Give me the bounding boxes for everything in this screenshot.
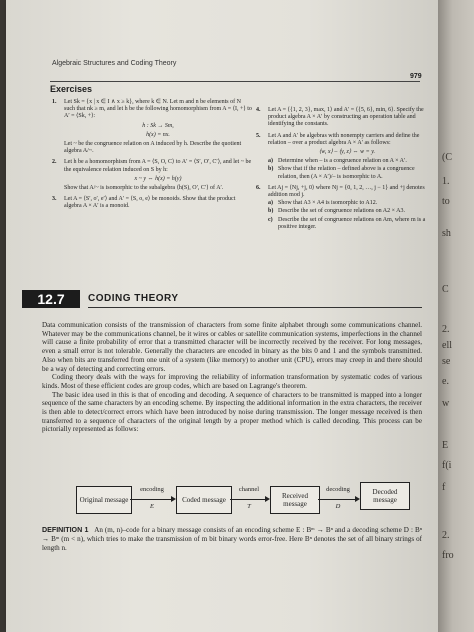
exercise-6a: a) Show that A3 × A4 is isomorphic to A12.	[268, 200, 378, 207]
running-head: Algebraic Structures and Coding Theory	[52, 60, 177, 67]
fragment: ell	[442, 340, 452, 351]
exercise-2: 2. Let h be a homomorphism from A = ⟨S, O, C⟩ to A′ = ⟨S′, O′, C′⟩, and let ~ be the equivalence relation induced on S by h: x ~ y ⇔ h(x) = h(y) Show that A/~ is isomorphic to the subalgebra ⟨h(S), O′, C′⟩ of A′.	[52, 159, 252, 192]
exercise-5: 5. Let A and A′ be algebras with nonempty carriers and define the relation – over a product algebra A × A′ as follows: ⟨w, x⟩ – ⟨y, z⟩ ⇔ w = y. a) Determine when – is a congruence relation on A × A′. b) Show that if the relation – defined above is a congruence relation, then (A × A′)/– is isomorphic to A.	[256, 133, 426, 181]
fragment: sh	[442, 228, 451, 239]
encoding-symbol: E	[150, 503, 154, 510]
section-title: CODING THEORY	[88, 293, 179, 304]
coding-process-diagram	[76, 482, 416, 518]
header-rule	[50, 81, 420, 82]
fragment: e.	[442, 376, 449, 387]
paragraph: Coding theory deals with the ways for improving the reliability of information transformation by systematic codes of various kinds. Most of these efficient codes are group codes, which are based on Lagrange's theorem.	[42, 373, 422, 390]
fragment: (C	[442, 152, 452, 163]
definition-text: An (m, n)–code for a binary message consists of an encoding scheme E : Bᵐ → Bⁿ and a decoding scheme D : Bⁿ → Bᵐ (m < n), which tries to make the transmission of m bit binary words error-free. Here Bⁿ denotes the set of all binary strings of length n.	[42, 526, 422, 552]
encoding-label: encoding	[140, 486, 164, 493]
section-number: 12.7	[22, 290, 80, 308]
body-text	[42, 321, 422, 434]
decoding-label: decoding	[326, 486, 350, 493]
definition-heading: DEFINITION 1	[42, 526, 89, 534]
definition-1	[42, 526, 422, 553]
exercise-6b: b) Describe the set of congruence relations on A2 × A3.	[268, 208, 406, 215]
arrow-line	[318, 499, 358, 500]
coded-message-box: Coded message	[176, 486, 232, 514]
exercises-left-column	[52, 99, 252, 215]
exercises-right-column	[256, 107, 426, 235]
adjacent-page-edge	[438, 0, 474, 632]
exercise-5a: a) Determine when – is a congruence relation on A × A′.	[268, 158, 407, 165]
fragment: 2.	[442, 324, 450, 335]
section-rule	[88, 307, 422, 308]
original-message-box: Original message	[76, 486, 132, 514]
fragment: E	[442, 440, 449, 451]
decoded-message-box: Decoded message	[360, 482, 410, 510]
channel-symbol: T	[247, 503, 251, 510]
section-heading	[22, 290, 422, 308]
equation: h(x) = nx.	[146, 131, 170, 138]
exercise-3: 3. Let A = ⟨S′, o′, e′⟩ and A′ = ⟨S, o, e⟩ be monoids. Show that the product algebra A × A′ is a monoid.	[52, 196, 236, 210]
channel-label: channel	[238, 486, 260, 493]
fragment: 2.	[442, 530, 450, 541]
exercise-6c: c) Describe the set of congruence relations on Am, where m is a positive integer.	[268, 216, 426, 230]
fragment: to	[442, 196, 450, 207]
fragment: C	[442, 284, 449, 295]
arrow-line	[130, 499, 174, 500]
exercise-1: 1. Let Sk = {x | x ∈ I ∧ x ≥ k}, where k ∈ N. Let m and n be elements of N such that nk ≥ m, and let h be the following homomorphism from A = ⟨I, +⟩ to A′ = ⟨Sk, +⟩: h : Sk → Sm, h(x) = nx. Let ~ be the congruence relation on A induced by h. Describe the quotient algebra A/~.	[52, 99, 252, 155]
fragment: 1.	[442, 176, 450, 187]
paragraph: The basic idea used in this is that of encoding and decoding. A sequence of characters to be transmitted is mapped into a longer sequence of the same characters by an encoding scheme. By inspecting the additional information in the extra characters, the receiver is then able to detect/correct errors which have been introduced by noise during transmission. The longer message received is then transferred to a sequence of characters of the original length by a proper method which is called decoding. This process can be pictorially represented as follows:	[42, 390, 422, 434]
fragment: w	[442, 398, 450, 409]
equation: ⟨w, x⟩ – ⟨y, z⟩ ⇔ w = y.	[318, 149, 376, 156]
equation: x ~ y ⇔ h(x) = h(y)	[134, 175, 182, 182]
fragment: f	[442, 482, 446, 493]
exercises-title: Exercises	[50, 84, 93, 94]
arrow-line	[230, 499, 268, 500]
fragment: se	[442, 356, 451, 367]
page-number: 979	[410, 73, 422, 80]
paragraph: Data communication consists of the transmission of characters from some finite alphabet through some communications channel. Whatever may be the communications channel, be it wires or cables or satellite communication systems, imperfections in the channel will cause a finite probability of error that a transmitted character will be incorrectly received by the receiver. For long messages, even a small error is not tolerable. Generally the characters are encoded in binary as the bits 0 and 1 and the symbols transmitted. Also when bits are transferred from one unit of a system (like memory) to another unit (CPU), errors may creep in and there should be a way of detecting and correcting errors.	[42, 321, 422, 373]
exercise-5b: b) Show that if the relation – defined above is a congruence relation, then (A × A′)/– is isomorphic to A.	[268, 166, 415, 180]
book-page	[6, 0, 438, 632]
decoding-symbol: D	[335, 503, 341, 510]
received-message-box: Received message	[270, 486, 320, 514]
fragment: f(i	[442, 460, 452, 471]
equation: h : Sk → Sm,	[142, 122, 174, 129]
exercise-4: 4. Let A = ⟨{1, 2, 3}, max, 1⟩ and A′ = ⟨{5, 6}, min, 6⟩. Specify the product algebra A × A′ by constructing an operation table and identifying the constants.	[256, 107, 424, 128]
fragment: fro	[442, 550, 454, 561]
exercise-6: 6. Let Aj = ⟨Nj, +j, 0⟩ where Nj = {0, 1, 2, …, j − 1} and +j denotes addition mod j. a) Show that A3 × A4 is isomorphic to A12. b) Describe the set of congruence relations on A2 × A3. c) Describe the set of congruence relations on Am, where m is a positive integer.	[256, 184, 426, 230]
